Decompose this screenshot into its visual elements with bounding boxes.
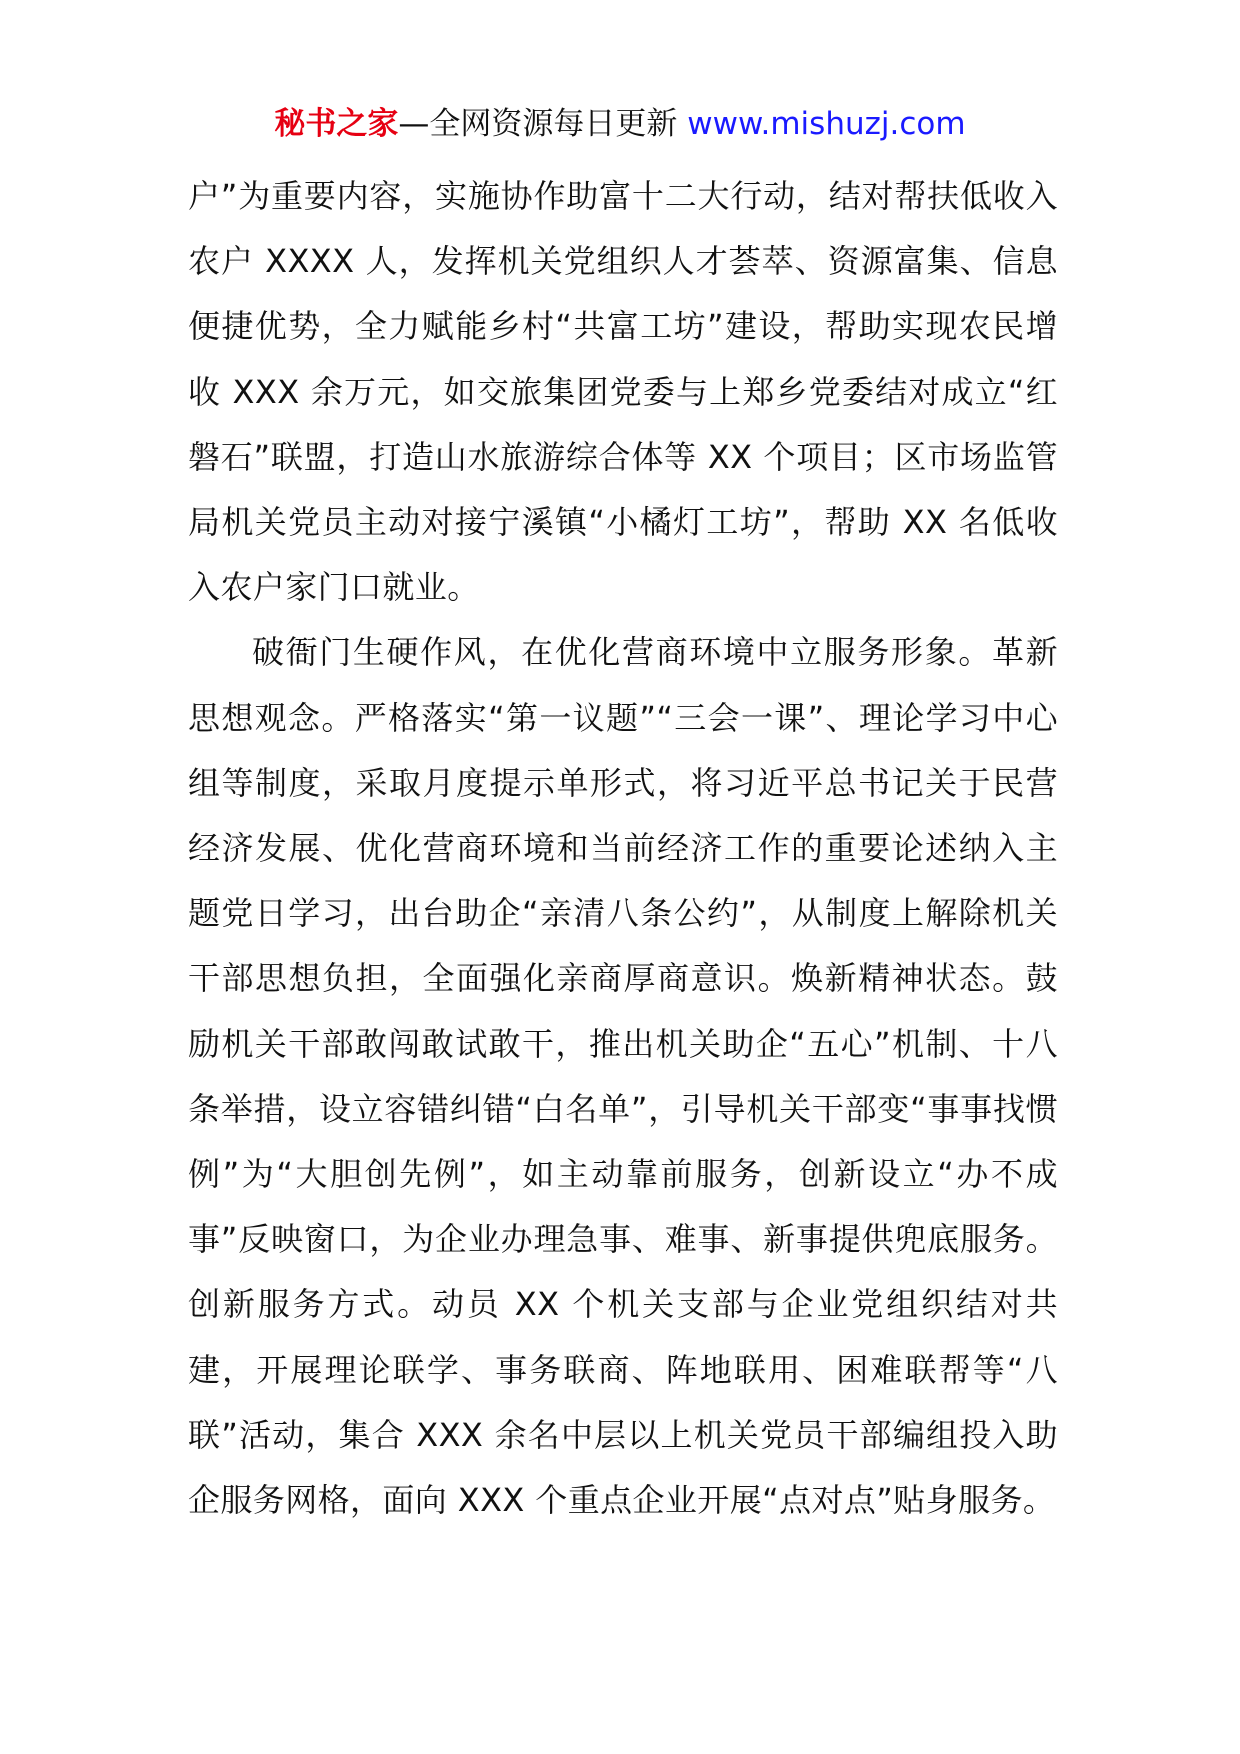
body-paragraph-continued: 户”为重要内容，实施协作助富十二大行动，结对帮扶低收入农户 XXXX 人，发挥机关党组织人才荟萃、资源富集、信息便捷优势，全力赋能乡村“共富工坊”建设，帮助实现农民增收 XXX 余万元，如交旅集团党委与上郑乡党委结对成立“红磐石”联盟，打造山水旅游综合体等 XX 个项目；区市场监管局机关党员主动对接宁溪镇“小橘灯工坊”，帮助 XX 名低收入农户家门口就业。: [188, 177, 1058, 607]
header-slogan: —全网资源每日更新: [398, 106, 688, 142]
document-body: [188, 164, 1058, 1533]
brand-name: 秘书之家: [274, 106, 399, 142]
page-header: [0, 104, 1240, 144]
body-paragraph-service-image: 破衙门生硬作风，在优化营商环境中立服务形象。革新思想观念。严格落实“第一议题”“三会一课”、理论学习中心组等制度，采取月度提示单形式，将习近平总书记关于民营经济发展、优化营商环境和当前经济工作的重要论述纳入主题党日学习，出台助企“亲清八条公约”，从制度上解除机关干部思想负担，全面强化亲商厚商意识。焕新精神状态。鼓励机关干部敢闯敢试敢干，推出机关助企“五心”机制、十八条举措，设立容错纠错“白名单”，引导机关干部变“事事找惯例”为“大胆创先例”，如主动靠前服务，创新设立“办不成事”反映窗口，为企业办理急事、难事、新事提供兜底服务。创新服务方式。动员 XX 个机关支部与企业党组织结对共建，开展理论联学、事务联商、阵地联用、困难联帮等“八联”活动，集合 XXX 余名中层以上机关党员干部编组投入助企服务网格，面向 XXX 个重点企业开展“点对点”贴身服务。: [188, 633, 1058, 1520]
site-url-link[interactable]: www.mishuzj.com: [687, 106, 966, 142]
